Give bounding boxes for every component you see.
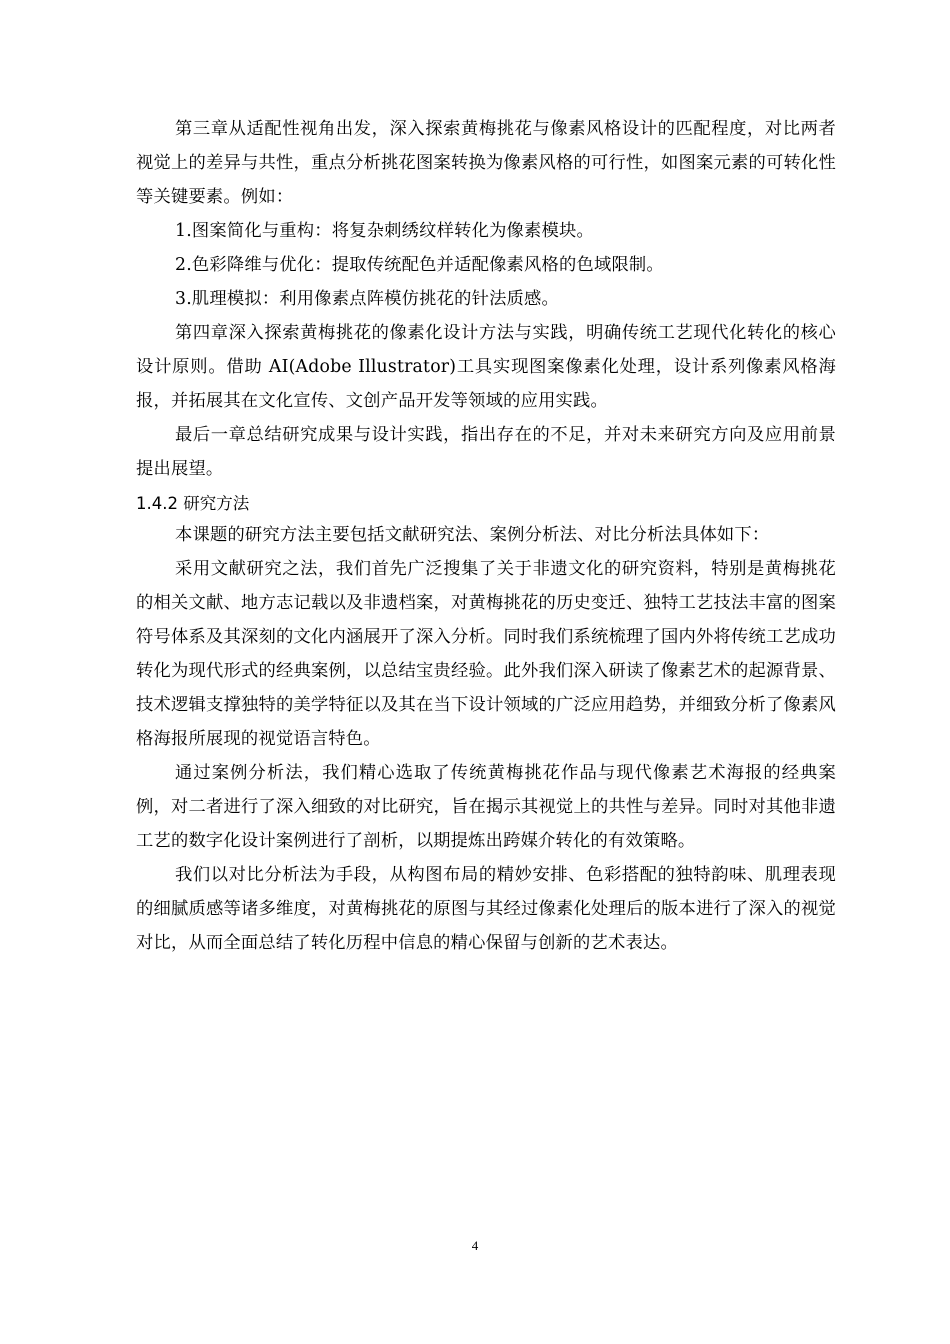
paragraph-literature-research: 采用文献研究之法，我们首先广泛搜集了关于非遗文化的研究资料，特别是黄梅挑花的相关文献、地方志记载以及非遗档案，对黄梅挑花的历史变迁、独特工艺技法丰富的图案符号体系及其深刻的文化内涵展开了深入分析。同时我们系统梳理了国内外将传统工艺成功转化为现代形式的经典案例，以总结宝贵经验。此外我们深入研读了像素艺术的起源背景、技术逻辑支撑独特的美学特征以及其在当下设计领域的广泛应用趋势，并细致分析了像素风格海报所展现的视觉语言特色。 <box>136 559 836 749</box>
list-item-texture-simulation: 3.肌理模拟：利用像素点阵模仿挑花的针法质感。 <box>175 289 559 309</box>
list-item-pattern-simplification: 1.图案简化与重构：将复杂刺绣纹样转化为像素模块。 <box>175 221 594 241</box>
paragraph-chapter-three: 第三章从适配性视角出发，深入探索黄梅挑花与像素风格设计的匹配程度，对比两者视觉上的差异与共性，重点分析挑花图案转换为像素风格的可行性，如图案元素的可转化性等关键要素。例如： <box>136 119 836 207</box>
paragraph-comparative-analysis: 我们以对比分析法为手段，从构图布局的精妙安排、色彩搭配的独特韵味、肌理表现的细腻质感等诸多维度，对黄梅挑花的原图与其经过像素化处理后的版本进行了深入的视觉对比，从而全面总结了转化历程中信息的精心保留与创新的艺术表达。 <box>136 865 836 953</box>
paragraph-chapter-four: 第四章深入探索黄梅挑花的像素化设计方法与实践，明确传统工艺现代化转化的核心设计原则。借助 AI(Adobe Illustrator)工具实现图案像素化处理，设计系列像素风格海报，并拓展其在文化宣传、文创产品开发等领域的应用实践。 <box>136 323 836 411</box>
page-number: 4 <box>471 1238 479 1253</box>
list-item-color-reduction: 2.色彩降维与优化：提取传统配色并适配像素风格的色域限制。 <box>175 255 664 275</box>
paragraph-methods-intro: 本课题的研究方法主要包括文献研究法、案例分析法、对比分析法具体如下： <box>175 525 770 545</box>
section-heading: 1.4.2 研究方法 <box>136 494 250 513</box>
paragraph-final-chapter: 最后一章总结研究成果与设计实践，指出存在的不足，并对未来研究方向及应用前景提出展望。 <box>136 425 836 479</box>
paragraph-case-analysis: 通过案例分析法，我们精心选取了传统黄梅挑花作品与现代像素艺术海报的经典案例，对二者进行了深入细致的对比研究，旨在揭示其视觉上的共性与差异。同时对其他非遗工艺的数字化设计案例进行了剖析，以期提炼出跨媒介转化的有效策略。 <box>136 763 836 851</box>
body-text <box>136 112 836 960</box>
